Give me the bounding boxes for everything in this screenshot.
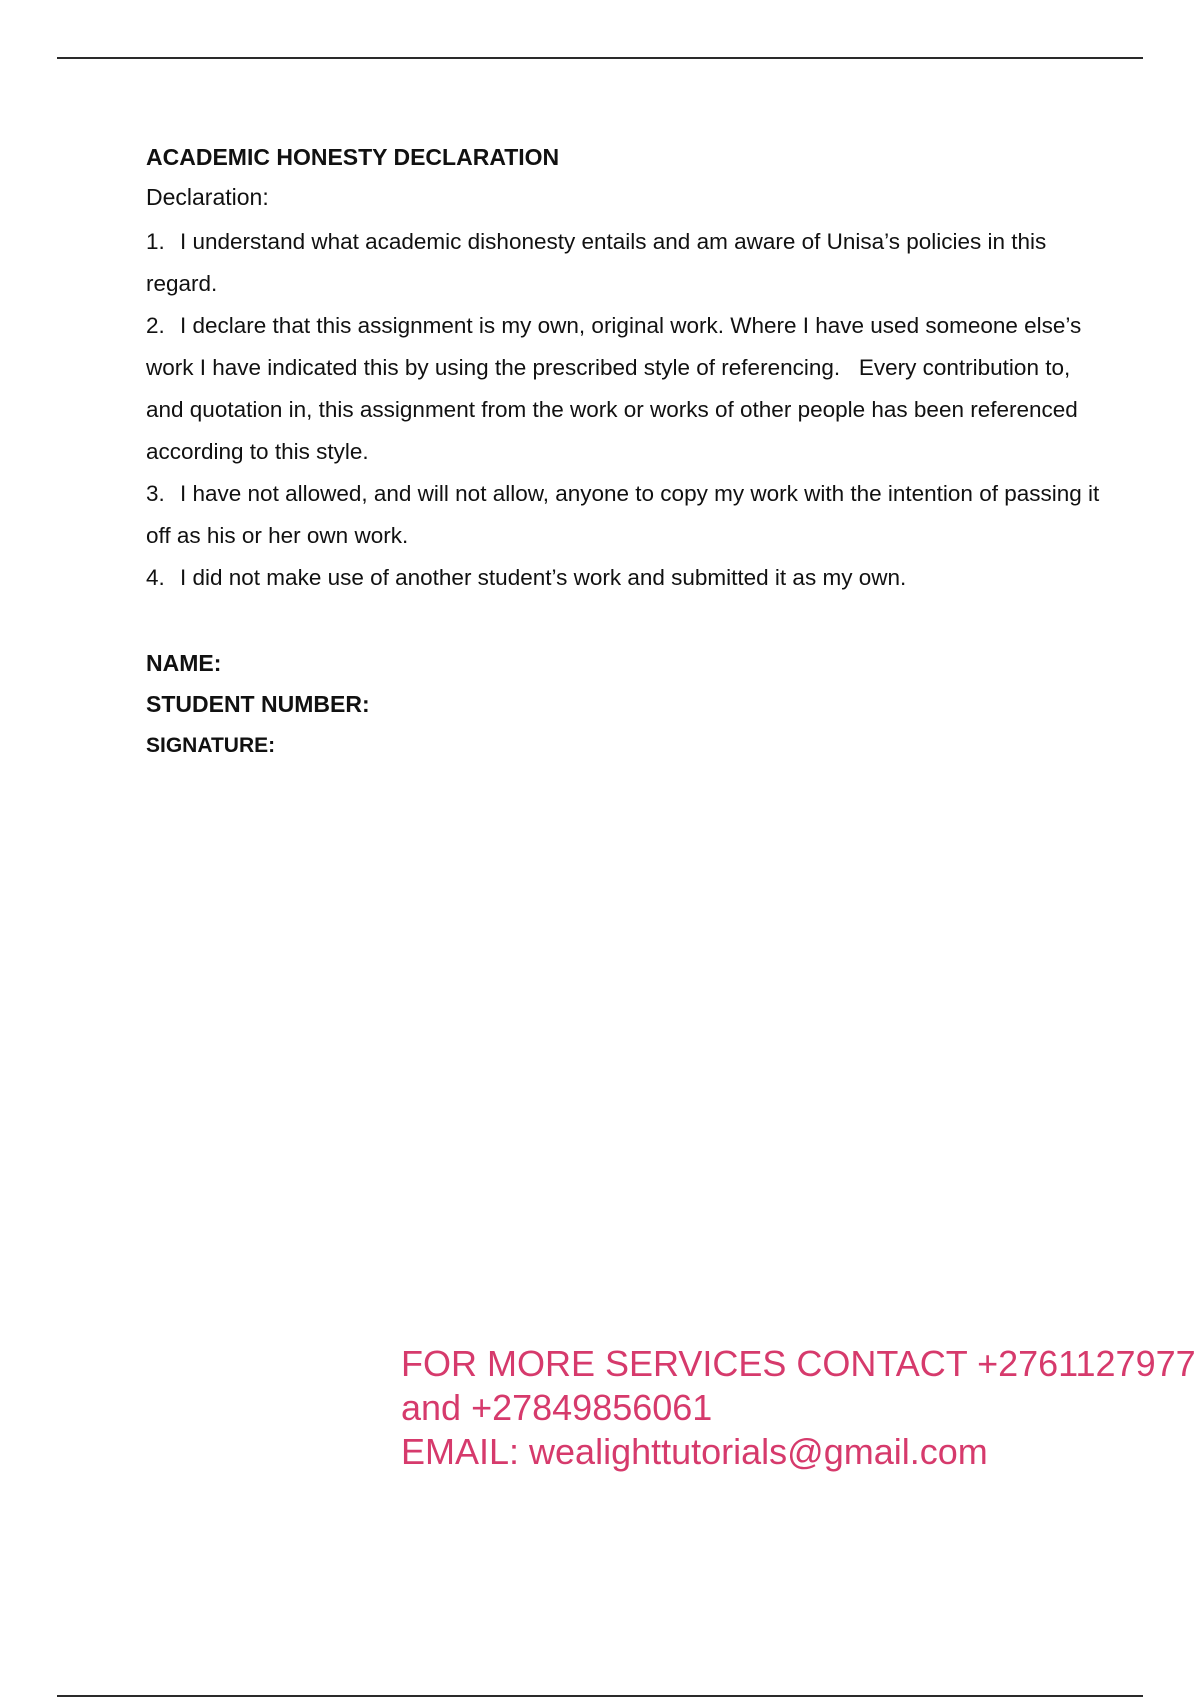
item-text: I did not make use of another student’s work and submitted it as my own. [180, 565, 907, 590]
bottom-rule [57, 1695, 1143, 1697]
item-number: 4. [146, 565, 165, 590]
declaration-item-2 [146, 305, 1106, 473]
item-number: 2. [146, 313, 165, 338]
contact-watermark [401, 1342, 1200, 1474]
declaration-item-1 [146, 221, 1106, 305]
declaration-item-4 [146, 557, 1106, 599]
document-title: ACADEMIC HONESTY DECLARATION [146, 144, 560, 170]
student-number-field-label: STUDENT NUMBER: [146, 691, 370, 717]
contact-line-email: EMAIL: wealighttutorials@gmail.com [401, 1431, 988, 1472]
item-number: 3. [146, 481, 165, 506]
contact-line-phone: FOR MORE SERVICES CONTACT +2761127977 [401, 1343, 1196, 1384]
top-rule [57, 57, 1143, 59]
student-fields [146, 643, 1106, 766]
signature-field-label: SIGNATURE: [146, 734, 276, 757]
item-number: 1. [146, 229, 165, 254]
declaration-label: Declaration: [146, 184, 269, 210]
declaration-item-3 [146, 473, 1106, 557]
item-text: I understand what academic dishonesty entails and am aware of Unisa’s policies in this regard. [146, 229, 1047, 296]
declaration-section [146, 141, 1106, 766]
item-text: I declare that this assignment is my own, original work. Where I have used someone else’s work I have indicated this by using the prescribed style of referencing. Every contribution to, and quotation in, this assignment from the work or works of other people has been referenced according to this style. [146, 313, 1088, 464]
name-field-label: NAME: [146, 650, 222, 676]
item-text: I have not allowed, and will not allow, anyone to copy my work with the intention of passing it off as his or her own work. [146, 481, 1100, 548]
contact-line-phone-2: and +27849856061 [401, 1387, 713, 1428]
